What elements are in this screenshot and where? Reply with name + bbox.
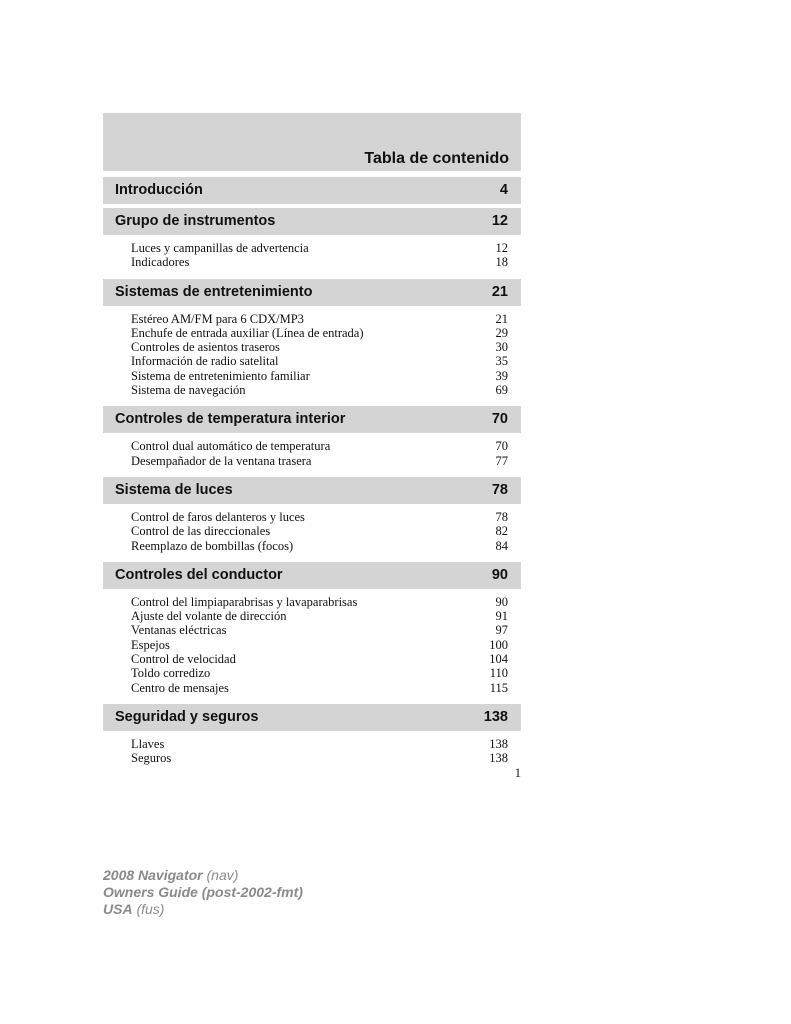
toc-entry[interactable] — [103, 383, 521, 397]
entry-page-number: 90 — [495, 594, 508, 609]
footer-model-code: (nav) — [206, 867, 239, 883]
entry-title: Toldo corredizo — [131, 666, 211, 681]
entry-title: Controles de asientos traseros — [131, 340, 280, 355]
entry-title: Control del limpiaparabrisas y lavaparabrisas — [131, 594, 358, 609]
entry-page-number: 110 — [489, 666, 508, 681]
toc-entry[interactable] — [103, 681, 521, 695]
entry-title: Desempañador de la ventana trasera — [131, 453, 312, 468]
entry-page-number: 77 — [495, 453, 508, 468]
entry-page-number: 82 — [495, 524, 508, 539]
entry-title: Reemplazo de bombillas (focos) — [131, 538, 294, 553]
entry-title: Indicadores — [131, 255, 190, 270]
page-number: 1 — [514, 766, 521, 780]
toc-entry[interactable] — [103, 595, 521, 609]
entry-title: Sistema de navegación — [131, 383, 246, 398]
toc-entry[interactable] — [103, 510, 521, 524]
entry-page-number: 115 — [489, 680, 508, 695]
entry-title: Ajuste del volante de dirección — [131, 609, 287, 624]
section-title: Sistema de luces — [115, 481, 233, 498]
entry-page-number: 97 — [495, 623, 508, 638]
section-title: Sistemas de entretenimiento — [115, 283, 313, 300]
toc-section — [103, 704, 521, 775]
entry-title: Control dual automático de temperatura — [131, 439, 331, 454]
toc-entry[interactable] — [103, 751, 521, 765]
entry-page-number: 18 — [495, 255, 508, 270]
section-title: Seguridad y seguros — [115, 708, 259, 725]
footer-model: 2008 Navigator — [103, 867, 203, 883]
section-page-number: 21 — [491, 283, 508, 300]
entry-title: Ventanas eléctricas — [131, 623, 227, 638]
entry-page-number: 29 — [495, 325, 508, 340]
section-entries — [103, 433, 521, 477]
toc-entry[interactable] — [103, 312, 521, 326]
toc-entry[interactable] — [103, 623, 521, 637]
toc-entry[interactable] — [103, 340, 521, 354]
section-title: Introducción — [115, 182, 203, 198]
footer-line-1 — [103, 867, 303, 884]
entry-page-number: 69 — [495, 383, 508, 398]
entry-title: Espejos — [131, 637, 170, 652]
toc-section — [103, 279, 521, 407]
entry-title: Llaves — [131, 736, 165, 751]
toc-section — [103, 477, 521, 562]
section-page-number: 70 — [491, 411, 508, 428]
toc-entry[interactable] — [103, 241, 521, 255]
section-header[interactable] — [103, 406, 521, 433]
table-of-contents — [103, 177, 521, 775]
entry-title: Centro de mensajes — [131, 680, 229, 695]
entry-title: Estéreo AM/FM para 6 CDX/MP3 — [131, 311, 304, 326]
entry-page-number: 70 — [495, 439, 508, 454]
toc-entry[interactable] — [103, 666, 521, 680]
toc-entry[interactable] — [103, 638, 521, 652]
section-entries — [103, 504, 521, 562]
section-entries — [103, 235, 521, 279]
section-title: Controles de temperatura interior — [115, 411, 346, 428]
toc-entry[interactable] — [103, 737, 521, 751]
entry-page-number: 91 — [495, 609, 508, 624]
toc-entry[interactable] — [103, 454, 521, 468]
footer-market-code: (fus) — [136, 901, 165, 917]
entry-title: Control de faros delanteros y luces — [131, 509, 305, 524]
section-title: Grupo de instrumentos — [115, 213, 276, 229]
section-header[interactable] — [103, 208, 521, 235]
toc-entry[interactable] — [103, 354, 521, 368]
entry-page-number: 100 — [489, 637, 508, 652]
entry-title: Control de las direccionales — [131, 524, 271, 539]
toc-entry[interactable] — [103, 439, 521, 453]
section-entries — [103, 589, 521, 704]
document-footer — [103, 867, 303, 918]
section-page-number: 90 — [491, 566, 508, 583]
section-header[interactable] — [103, 562, 521, 589]
toc-entry[interactable] — [103, 609, 521, 623]
section-entries — [103, 731, 521, 775]
entry-title: Enchufe de entrada auxiliar (Línea de entrada) — [131, 325, 364, 340]
section-page-number: 12 — [491, 213, 508, 229]
page-title: Tabla de contenido — [364, 150, 509, 167]
toc-entry[interactable] — [103, 524, 521, 538]
entry-page-number: 84 — [495, 538, 508, 553]
section-header[interactable] — [103, 177, 521, 204]
section-header[interactable] — [103, 477, 521, 504]
toc-entry[interactable] — [103, 652, 521, 666]
entry-page-number: 39 — [495, 368, 508, 383]
section-title: Controles del conductor — [115, 566, 283, 583]
entry-page-number: 35 — [495, 354, 508, 369]
entry-page-number: 78 — [495, 509, 508, 524]
entry-page-number: 104 — [489, 652, 508, 667]
title-band — [103, 113, 521, 171]
toc-section — [103, 177, 521, 208]
footer-guide: Owners Guide (post-2002-fmt) — [103, 884, 303, 900]
section-header[interactable] — [103, 279, 521, 306]
toc-entry[interactable] — [103, 369, 521, 383]
footer-line-3 — [103, 901, 303, 918]
entry-page-number: 138 — [489, 751, 508, 766]
toc-entry[interactable] — [103, 539, 521, 553]
entry-title: Sistema de entretenimiento familiar — [131, 368, 310, 383]
toc-section — [103, 562, 521, 704]
section-page-number: 4 — [499, 182, 508, 198]
toc-section — [103, 208, 521, 279]
entry-page-number: 138 — [489, 736, 508, 751]
entry-page-number: 30 — [495, 340, 508, 355]
entry-title: Luces y campanillas de advertencia — [131, 241, 309, 255]
section-header[interactable] — [103, 704, 521, 731]
entry-title: Información de radio satelital — [131, 354, 279, 369]
toc-entry[interactable] — [103, 326, 521, 340]
footer-market: USA — [103, 901, 133, 917]
toc-section — [103, 406, 521, 477]
toc-entry[interactable] — [103, 255, 521, 269]
section-entries — [103, 306, 521, 407]
entry-page-number: 21 — [495, 311, 508, 326]
section-page-number: 138 — [483, 708, 508, 725]
section-page-number: 78 — [491, 481, 508, 498]
footer-line-2 — [103, 884, 303, 901]
entry-title: Control de velocidad — [131, 652, 236, 667]
entry-page-number: 12 — [495, 241, 508, 255]
entry-title: Seguros — [131, 751, 172, 766]
